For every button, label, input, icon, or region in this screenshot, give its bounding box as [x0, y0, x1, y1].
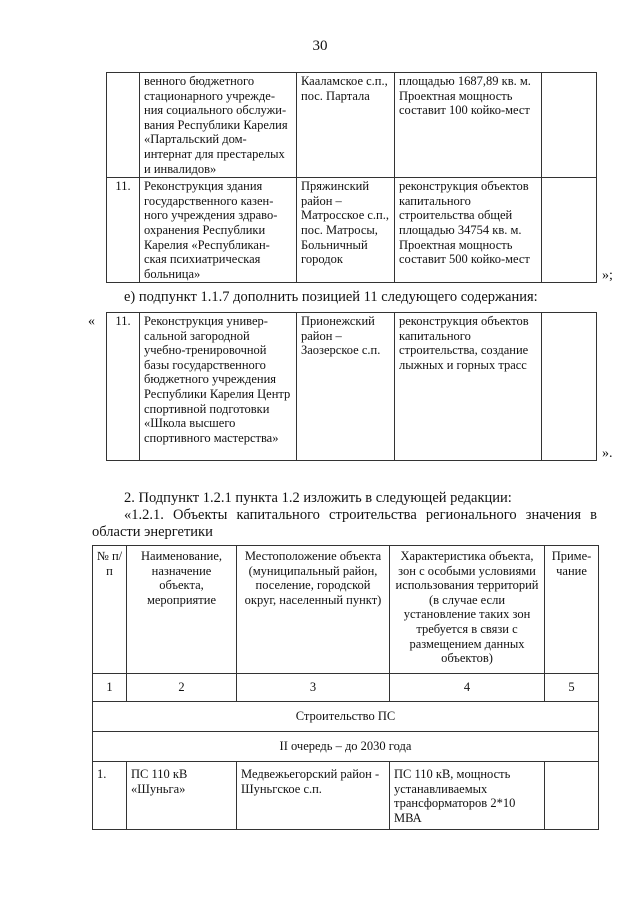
cell-note	[545, 762, 599, 830]
header-note: Приме-чание	[545, 546, 599, 674]
paragraph-1-2-1: «1.2.1. Объекты капитального строительства регионального значения в области энергетики	[92, 507, 597, 540]
cell-location: Медвежьегорский район - Шуньгское с.п.	[237, 762, 390, 830]
table-row	[107, 313, 597, 461]
paragraph-2: 2. Подпункт 1.2.1 пункта 1.2 изложить в следующей редакции:	[124, 490, 512, 506]
cell-name: ПС 110 кВ «Шуньга»	[127, 762, 237, 830]
col-number: 3	[237, 674, 390, 702]
cell-note	[542, 73, 597, 178]
header-characteristic: Характеристика объекта, зон с особыми условиями использования территорий (в случае если установление таких зон требуется в связи с размещением данных объектов)	[390, 546, 545, 674]
section-title: Строительство ПС	[93, 702, 599, 732]
header-name: Наименование, назначение объекта, мероприятие	[127, 546, 237, 674]
table-row	[93, 762, 599, 830]
section-row	[93, 702, 599, 732]
cell-num: 1.	[93, 762, 127, 830]
col-number: 4	[390, 674, 545, 702]
table-energy-objects	[92, 545, 599, 830]
cell-note	[542, 313, 597, 461]
closing-quote: »;	[602, 268, 613, 283]
table-row	[107, 73, 597, 178]
opening-quote: «	[88, 314, 95, 329]
cell-num: 11.	[107, 178, 140, 283]
cell-note	[542, 178, 597, 283]
table-social-objects	[106, 72, 597, 283]
table-header-row	[93, 546, 599, 674]
cell-characteristic: ПС 110 кВ, мощность устанавливаемых трансформаторов 2*10 МВА	[390, 762, 545, 830]
cell-name: венного бюджетного стационарного учрежде-ния социального обслужи-вания Республики Карелия «Партальский дом-интернат для престарелых и инвалидов»	[140, 73, 297, 178]
cell-num: 11.	[107, 313, 140, 461]
cell-name: Реконструкция универ-сальной загородной учебно-тренировочной базы государственного бюджетного учреждения Республики Карелия Центр спортивной подготовки «Школа высшего спортивного мастерства»	[140, 313, 297, 461]
col-number: 2	[127, 674, 237, 702]
header-num: № п/п	[93, 546, 127, 674]
header-location: Местоположение объекта (муниципальный район, поселение, городской округ, населенный пункт)	[237, 546, 390, 674]
cell-characteristic: площадью 1687,89 кв. м. Проектная мощность составит 100 койко-мест	[395, 73, 542, 178]
paragraph-e: е) подпункт 1.1.7 дополнить позицией 11 следующего содержания:	[124, 289, 538, 305]
table-row	[107, 178, 597, 283]
cell-characteristic: реконструкция объектов капитального строительства, создание лыжных и горных трасс	[395, 313, 542, 461]
column-number-row	[93, 674, 599, 702]
stage-row	[93, 732, 599, 762]
table-sport-object	[106, 312, 597, 461]
page-number: 30	[312, 38, 328, 54]
cell-location: Кааламское с.п., пос. Партала	[297, 73, 395, 178]
stage-title: II очередь – до 2030 года	[93, 732, 599, 762]
cell-name: Реконструкция здания государственного казен-ного учреждения здраво-охранения Республики Карелия «Республикан-ская психиатрическая больница»	[140, 178, 297, 283]
col-number: 1	[93, 674, 127, 702]
cell-characteristic: реконструкция объектов капитального строительства общей площадью 34754 кв. м. Проектная мощность составит 500 койко-мест	[395, 178, 542, 283]
cell-location: Прионежский район – Заозерское с.п.	[297, 313, 395, 461]
cell-num	[107, 73, 140, 178]
cell-location: Пряжинский район – Матросское с.п., пос. Матросы, Больничный городок	[297, 178, 395, 283]
col-number: 5	[545, 674, 599, 702]
closing-quote: ».	[602, 446, 613, 461]
